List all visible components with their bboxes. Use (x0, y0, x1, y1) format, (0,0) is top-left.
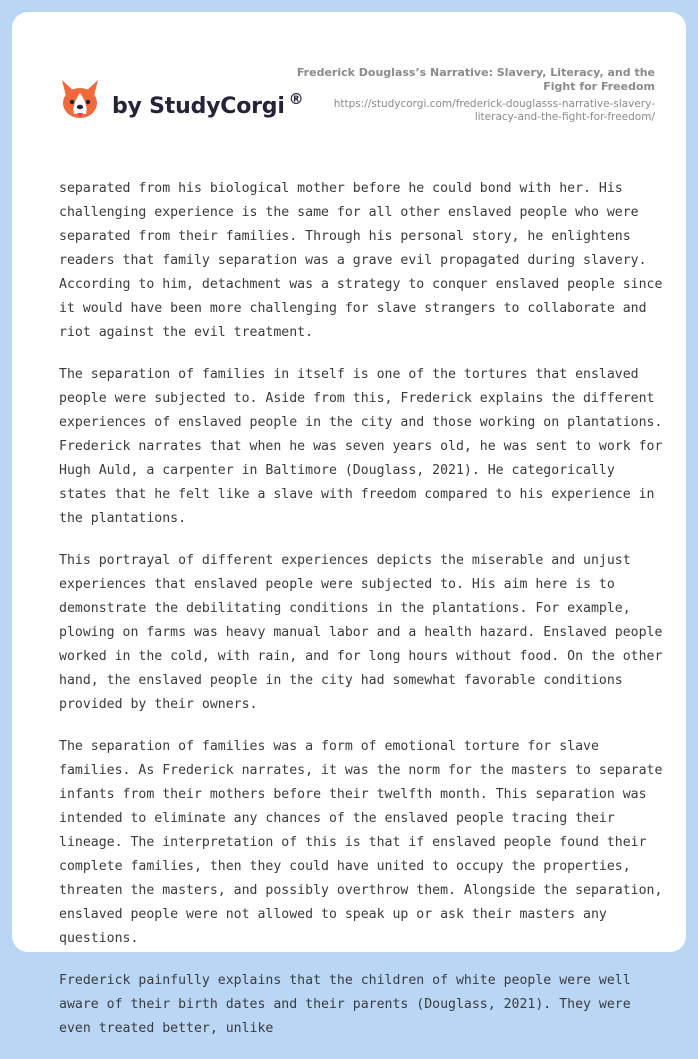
document-title: Frederick Douglass’s Narrative: Slavery, Literacy, and the Fight for Freedom (296, 66, 655, 93)
paragraph: separated from his biological mother before he could bond with her. His challenging experience is the same for all other enslaved people who were separated from their families. Through his personal story, he enlightens readers that family separation was a grave evil propagated during slavery. According to him, detachment was a strategy to conquer enslaved people since it would have been more challenging for slave strangers to collaborate and riot against the evil treatment. (59, 181, 663, 340)
paragraph: The separation of families was a form of emotional torture for slave families. As Frederick narrates, it was the norm for the masters to separate infants from their mothers before their twelfth month. This separation was intended to eliminate any chances of the enslaved people tracing their lineage. The interpretation of this is that if enslaved people found their complete families, then they could have united to occupy the properties, threaten the masters, and possibly overthrow them. Alongside the separation, enslaved people were not allowed to speak up or ask their masters any questions. (59, 739, 663, 946)
brand-name: by StudyCorgi ® (112, 89, 304, 119)
paragraph: Frederick painfully explains that the children of white people were well aware of their birth dates and their parents (Douglass, 2021). They were even treated better, unlike (59, 973, 631, 1036)
studycorgi-logo[interactable] (60, 76, 303, 122)
corgi-icon (60, 76, 100, 122)
document-body (59, 177, 663, 1059)
paragraph: This portrayal of different experiences depicts the miserable and unjust experiences that enslaved people were subjected to. His aim here is to demonstrate the debilitating conditions in the plantations. For example, plowing on farms was heavy manual labor and a health hazard. Enslaved people worked in the cold, with rain, and for long hours without food. On the other hand, the enslaved people in the city had somewhat favorable conditions provided by their owners. (59, 553, 663, 712)
paragraph: The separation of families in itself is one of the tortures that enslaved people were subjected to. Aside from this, Frederick explains the different experiences of enslaved people in the city and those working on plantations. Frederick narrates that when he was seven years old, he was sent to work for Hugh Auld, a carpenter in Baltimore (Douglass, 2021). He categorically states that he felt like a slave with freedom compared to his experience in the plantations. (59, 367, 663, 526)
document-meta (295, 66, 655, 124)
document-url[interactable]: https://studycorgi.com/frederick-douglasss-narrative-slavery-literacy-and-the-fight-for-freedom/ (333, 98, 655, 123)
document-page (12, 12, 686, 1036)
registered-mark: ® (288, 89, 304, 108)
